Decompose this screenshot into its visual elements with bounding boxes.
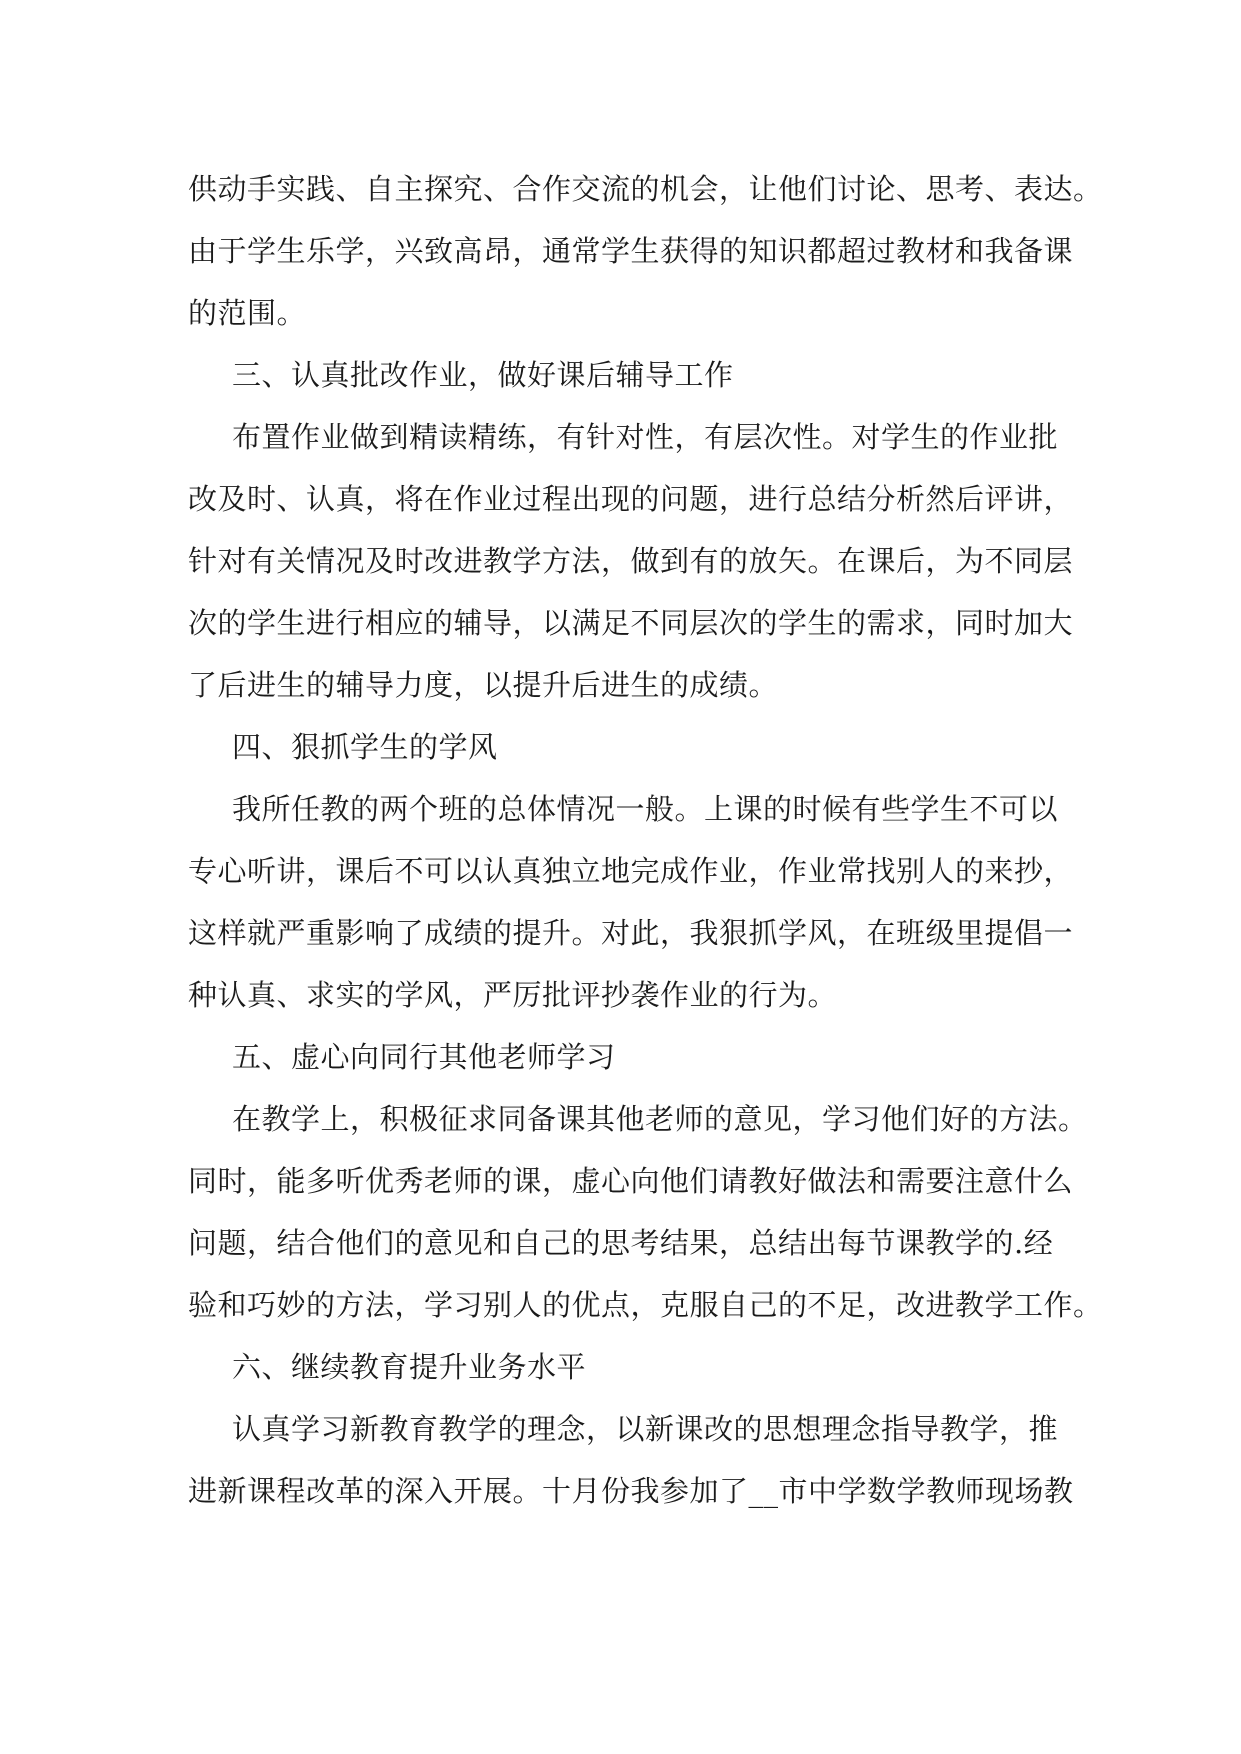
text-line: 这样就严重影响了成绩的提升。对此，我狠抓学风，在班级里提倡一 [188,916,1074,950]
text-line: 由于学生乐学，兴致高昂，通常学生获得的知识都超过教材和我备课 [188,234,1074,268]
section-heading: 三、认真批改作业，做好课后辅导工作 [232,358,734,392]
text-line: 同时，能多听优秀老师的课，虚心向他们请教好做法和需要注意什么 [188,1164,1074,1198]
text-line: 问题，结合他们的意见和自己的思考结果，总结出每节课教学的.经 [188,1226,1054,1260]
text-line: 在教学上，积极征求同备课其他老师的意见，学习他们好的方法。 [232,1102,1088,1136]
text-line: 了后进生的辅导力度，以提升后进生的成绩。 [188,668,779,702]
text-line: 认真学习新教育教学的理念，以新课改的思想理念指导教学，推 [232,1412,1059,1446]
text-line: 验和巧妙的方法，学习别人的优点，克服自己的不足，改进教学工作。 [188,1288,1103,1322]
section-heading: 四、狠抓学生的学风 [232,730,498,764]
text-line: 改及时、认真，将在作业过程出现的问题，进行总结分析然后评讲， [188,482,1074,516]
text-line: 我所任教的两个班的总体情况一般。上课的时候有些学生不可以 [232,792,1059,826]
document-body [188,158,1103,1522]
text-line: 次的学生进行相应的辅导，以满足不同层次的学生的需求，同时加大 [188,606,1074,640]
section-heading: 六、继续教育提升业务水平 [232,1350,587,1384]
text-line: 的范围。 [188,296,307,330]
text-line: 针对有关情况及时改进教学方法，做到有的放矢。在课后，为不同层 [188,544,1074,578]
text-line: 进新课程改革的深入开展。十月份我参加了__市中学数学教师现场教 [188,1474,1074,1508]
text-line: 专心听讲，课后不可以认真独立地完成作业，作业常找别人的来抄， [188,854,1074,888]
text-line: 布置作业做到精读精练，有针对性，有层次性。对学生的作业批 [232,420,1059,454]
text-line: 供动手实践、自主探究、合作交流的机会，让他们讨论、思考、表达。 [188,172,1103,206]
section-heading: 五、虚心向同行其他老师学习 [232,1040,616,1074]
text-line: 种认真、求实的学风，严厉批评抄袭作业的行为。 [188,978,838,1012]
